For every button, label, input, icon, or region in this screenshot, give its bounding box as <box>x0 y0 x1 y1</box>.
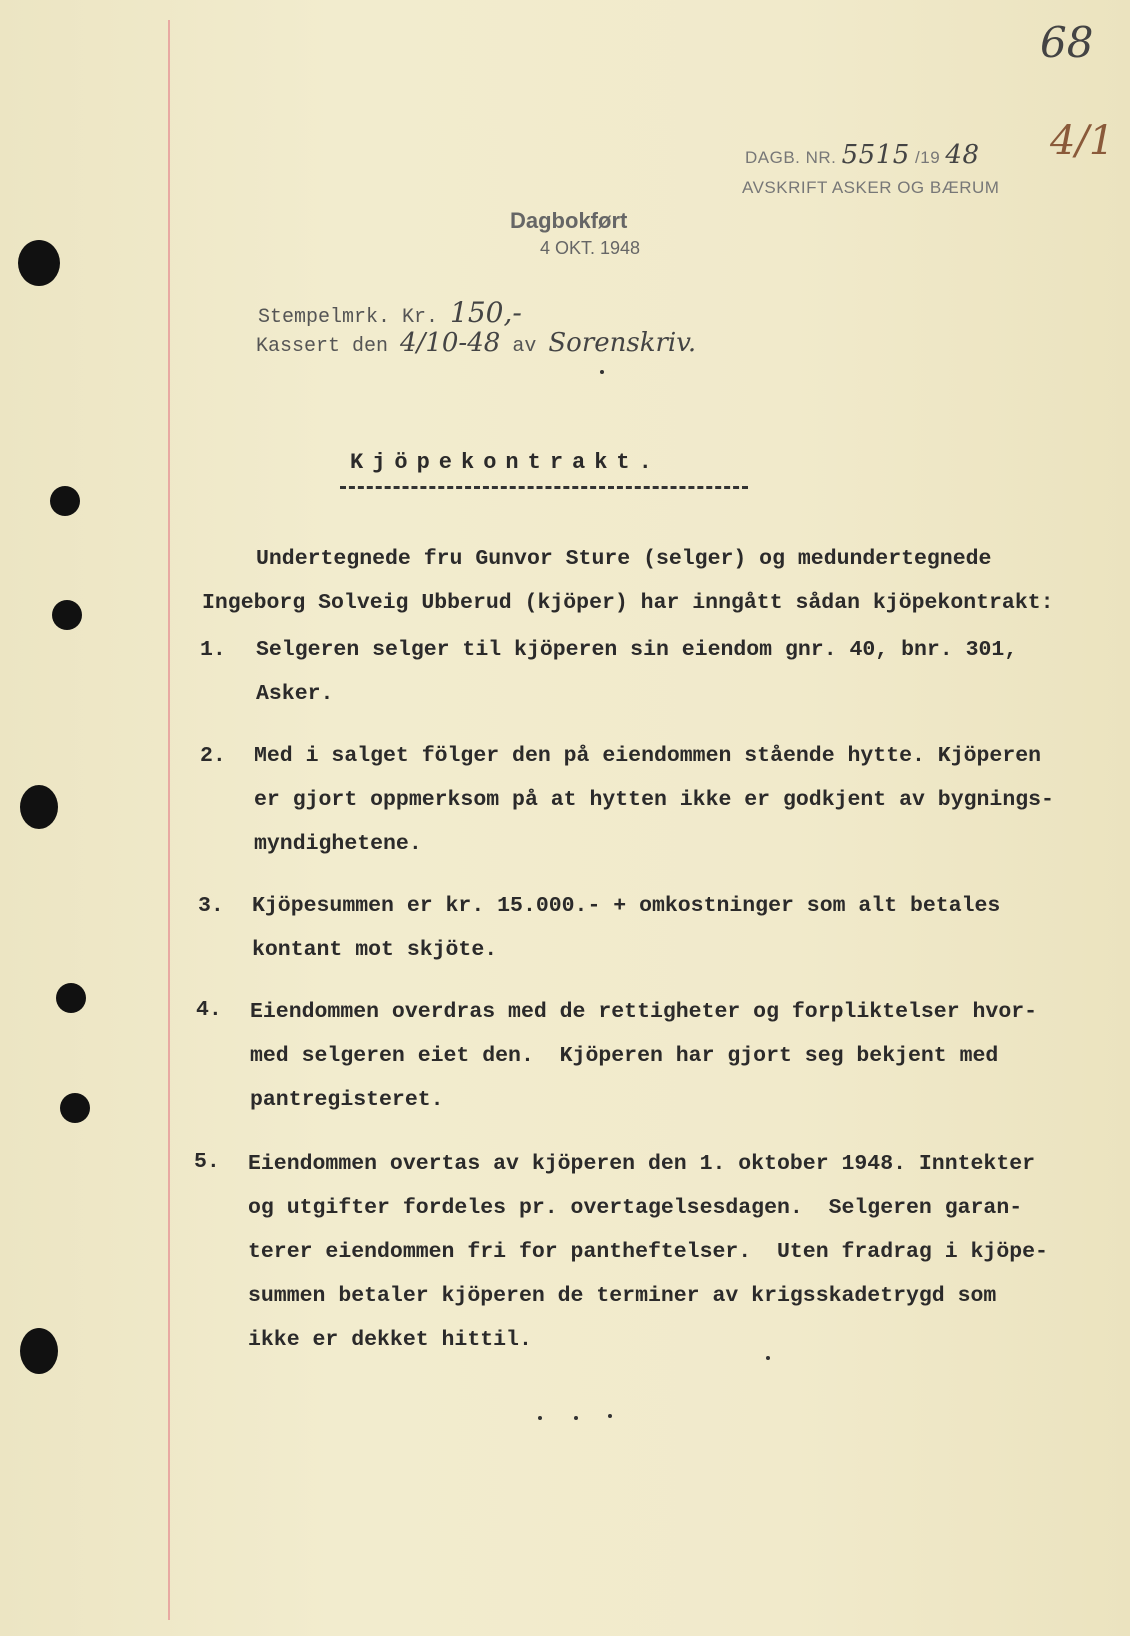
page-mark: 4/1 <box>1050 118 1115 164</box>
clause-line: er gjort oppmerksom på at hytten ikke er godkjent av bygnings- <box>254 788 1054 812</box>
margin-line <box>168 20 170 1620</box>
registry-stamp-line2: AVSKRIFT ASKER OG BÆRUM <box>742 178 1000 197</box>
stamp-duty-line <box>258 296 522 329</box>
kassert-signature: Sorenskriv. <box>548 328 697 358</box>
punch-hole <box>20 1328 58 1374</box>
clause-line: pantregisteret. <box>250 1088 444 1112</box>
ink-speck <box>766 1356 770 1360</box>
kassert-date: 4/10-48 <box>400 328 501 358</box>
ink-speck <box>574 1416 578 1420</box>
stamp-label: DAGB. NR. <box>745 148 837 167</box>
ink-speck <box>600 370 604 374</box>
clause-line: Asker. <box>256 682 334 706</box>
intro-line: Undertegnede fru Gunvor Sture (selger) og medundertegnede <box>256 547 992 571</box>
punch-hole <box>18 240 60 286</box>
clause-line: ikke er dekket hittil. <box>248 1328 532 1352</box>
intro-line: Ingeborg Solveig Ubberud (kjöper) har inngått sådan kjöpekontrakt: <box>202 591 1054 615</box>
clause-line: Eiendommen overtas av kjöperen den 1. oktober 1948. Inntekter <box>248 1152 1036 1176</box>
clause-line: Selgeren selger til kjöperen sin eiendom gnr. 40, bnr. 301, <box>256 638 1018 662</box>
punch-hole <box>56 983 86 1013</box>
clause-line: myndighetene. <box>254 832 422 856</box>
clause-line: Med i salget fölger den på eiendommen stående hytte. Kjöperen <box>254 744 1042 768</box>
stamp-number: 5515 <box>841 140 910 170</box>
kassert-label: Kassert den <box>256 335 389 358</box>
dagbokfort-date: 4 OKT. 1948 <box>540 238 641 258</box>
title-underline <box>340 486 748 489</box>
clause-number: 2. <box>200 744 226 768</box>
document-title: Kjöpekontrakt. <box>350 450 661 475</box>
punch-hole <box>50 486 80 516</box>
punch-hole <box>20 785 58 829</box>
kassert-line <box>256 328 696 358</box>
clause-line: terer eiendommen fri for pantheftelser. Uten fradrag i kjöpe- <box>248 1240 1048 1264</box>
stamp-duty-amount: 150,- <box>450 296 522 329</box>
clause-line: Eiendommen overdras med de rettigheter og forpliktelser hvor- <box>250 1000 1038 1024</box>
kassert-by: av <box>512 335 537 358</box>
ink-speck <box>538 1416 542 1420</box>
clause-line: summen betaler kjöperen de terminer av krigsskadetrygd som <box>248 1284 997 1308</box>
stamp-year: 48 <box>945 140 980 170</box>
stamp-year-prefix: /19 <box>915 148 941 167</box>
clause-number: 1. <box>200 638 226 662</box>
clause-line: og utgifter fordeles pr. overtagelsesdagen. Selgeren garan- <box>248 1196 1023 1220</box>
punch-hole <box>52 600 82 630</box>
clause-number: 4. <box>196 998 222 1022</box>
dagbokfort-stamp: Dagbokført <box>510 208 628 233</box>
clause-line: Kjöpesummen er kr. 15.000.- + omkostninger som alt betales <box>252 894 1001 918</box>
clause-line: kontant mot skjöte. <box>252 938 498 962</box>
clause-number: 3. <box>198 894 224 918</box>
ink-speck <box>608 1414 612 1418</box>
clause-number: 5. <box>194 1150 220 1174</box>
punch-hole <box>60 1093 90 1123</box>
clause-line: med selgeren eiet den. Kjöperen har gjort seg bekjent med <box>250 1044 999 1068</box>
page-number: 68 <box>1040 18 1094 67</box>
stamp-duty-label: Stempelmrk. Kr. <box>258 306 439 329</box>
registry-stamp-line1 <box>745 140 980 170</box>
